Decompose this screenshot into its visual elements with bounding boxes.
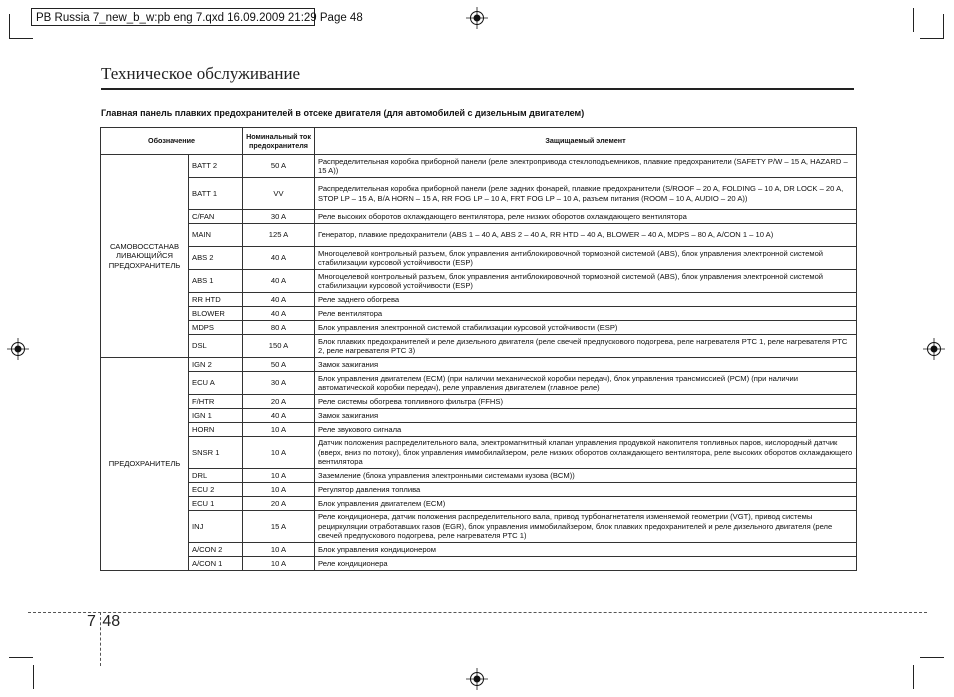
crop-mark-bottom-left-h xyxy=(9,657,33,658)
table-row xyxy=(101,247,857,270)
fuse-description: Реле вентилятора xyxy=(315,307,857,321)
table-row xyxy=(101,497,857,511)
crop-mark-top-right-inner xyxy=(913,8,914,32)
fuse-code: DRL xyxy=(189,469,243,483)
fuse-description: Реле высоких оборотов охлаждающего вентилятора, реле низких оборотов охлаждающего вентилятора xyxy=(315,210,857,224)
fuse-code: ECU A xyxy=(189,372,243,395)
fuse-description: Замок зажигания xyxy=(315,358,857,372)
fuse-rating: 30 A xyxy=(243,210,315,224)
fuse-rating: 10 A xyxy=(243,437,315,469)
table-row xyxy=(101,210,857,224)
table-row xyxy=(101,178,857,210)
table-row xyxy=(101,437,857,469)
table-row xyxy=(101,321,857,335)
fuse-description: Реле кондиционера xyxy=(315,557,857,571)
table-row xyxy=(101,511,857,543)
table-row xyxy=(101,335,857,358)
fuse-rating: 40 A xyxy=(243,307,315,321)
footer-rule xyxy=(28,612,927,613)
fuse-description: Многоцелевой контрольный разъем, блок управления антиблокировочной тормозной системой (ABS), блок управления электронной системой стабилизации курсовой устойчивости (ESP) xyxy=(315,270,857,293)
fuse-code: IGN 2 xyxy=(189,358,243,372)
fuse-code: C/FAN xyxy=(189,210,243,224)
fuse-description: Блок плавких предохранителей и реле дизельного двигателя (реле свечей предпускового подогрева, реле нагревателя PTC 1, реле нагревателя PTC 2, реле нагревателя PTC 3) xyxy=(315,335,857,358)
fuse-description: Регулятор давления топлива xyxy=(315,483,857,497)
registration-mark-left xyxy=(7,338,29,360)
fuse-rating: 10 A xyxy=(243,543,315,557)
table-row xyxy=(101,483,857,497)
table-row xyxy=(101,543,857,557)
table-row xyxy=(101,409,857,423)
table-row xyxy=(101,557,857,571)
fuse-rating: 50 A xyxy=(243,155,315,178)
fuse-code: MDPS xyxy=(189,321,243,335)
crop-mark-bottom-left-v xyxy=(33,665,34,689)
table-row xyxy=(101,224,857,247)
header-protected: Защищаемый элемент xyxy=(315,128,857,155)
registration-mark-right xyxy=(923,338,945,360)
fuse-code: ABS 1 xyxy=(189,270,243,293)
table-row xyxy=(101,372,857,395)
table-row xyxy=(101,395,857,409)
fuse-description: Блок управления кондиционером xyxy=(315,543,857,557)
fuse-code: ECU 2 xyxy=(189,483,243,497)
fuse-description: Заземление (блока управления электронными системами кузова (BCM)) xyxy=(315,469,857,483)
table-row xyxy=(101,469,857,483)
fuse-description: Многоцелевой контрольный разъем, блок управления антиблокировочной тормозной системой (ABS), блок управления электронной системой стабилизации курсовой устойчивости (ESP) xyxy=(315,247,857,270)
fuse-description: Блок управления двигателем (ECM) (при наличии механической коробки передач), блок управления трансмиссией (PCM) (при наличии автоматической коробки передач), реле управления двигателем (главное реле) xyxy=(315,372,857,395)
fuse-rating: 10 A xyxy=(243,557,315,571)
fuse-rating: 20 A xyxy=(243,395,315,409)
fuse-code: DSL xyxy=(189,335,243,358)
header-designation: Обозначение xyxy=(101,128,243,155)
page-number xyxy=(85,613,120,631)
fuse-code: F/HTR xyxy=(189,395,243,409)
crop-mark-top-right-h xyxy=(920,38,944,39)
chapter-number: 7 xyxy=(87,613,96,630)
table-row xyxy=(101,307,857,321)
registration-mark-top xyxy=(466,7,488,29)
printer-slug: PB Russia 7_new_b_w:pb eng 7.qxd 16.09.2009 21:29 Page 48 xyxy=(31,8,315,26)
fuse-table xyxy=(100,127,857,571)
fuse-description: Реле звукового сигнала xyxy=(315,423,857,437)
fuse-description: Распределительная коробка приборной панели (реле задних фонарей, плавкие предохранители (S/ROOF – 20 A, FOLDING – 10 A, DR LOCK – 20 A, STOP LP – 15 A, B/A HORN – 15 A, RR FOG LP – 10 A, FRT FOG LP – 10 A, разъем питания (ROOM – 10 A, AUDIO – 20 A)) xyxy=(315,178,857,210)
fuse-description: Реле кондиционера, датчик положения распределительного вала, привод турбонагнетателя изменяемой геометрии (VGT), привод системы рециркуляции отработавших газов (EGR), блок управления иммобилайзером, блок плавких предохранителей и реле дизельного двигателя (реле свечей предпускового подогрева, реле нагревателя PTC 1) xyxy=(315,511,857,543)
table-row xyxy=(101,270,857,293)
group-fuse: ПРЕДОХРАНИТЕЛЬ xyxy=(101,358,189,571)
fuse-rating: 10 A xyxy=(243,483,315,497)
fuse-code: A/CON 1 xyxy=(189,557,243,571)
table-header-row xyxy=(101,128,857,155)
fuse-description: Реле системы обогрева топливного фильтра (FFHS) xyxy=(315,395,857,409)
fuse-rating: 20 A xyxy=(243,497,315,511)
fuse-code: BLOWER xyxy=(189,307,243,321)
page-number-value: 48 xyxy=(102,613,121,630)
fuse-code: ABS 2 xyxy=(189,247,243,270)
fuse-code: A/CON 2 xyxy=(189,543,243,557)
registration-mark-bottom xyxy=(466,668,488,690)
crop-mark-top-left-v xyxy=(9,14,10,38)
fuse-rating: 10 A xyxy=(243,423,315,437)
fuse-code: BATT 2 xyxy=(189,155,243,178)
fuse-code: INJ xyxy=(189,511,243,543)
fuse-code: BATT 1 xyxy=(189,178,243,210)
fuse-code: RR HTD xyxy=(189,293,243,307)
table-row xyxy=(101,358,857,372)
crop-mark-bottom-right-h xyxy=(920,657,944,658)
crop-mark-top-left-h xyxy=(9,38,33,39)
fuse-rating: 15 A xyxy=(243,511,315,543)
fuse-code: SNSR 1 xyxy=(189,437,243,469)
fuse-description: Блок управления двигателем (ECM) xyxy=(315,497,857,511)
crop-mark-top-right-v xyxy=(943,14,944,38)
fuse-code: IGN 1 xyxy=(189,409,243,423)
table-row xyxy=(101,293,857,307)
fuse-rating: 40 A xyxy=(243,293,315,307)
group-resettable: САМОВОССТАНАВ ЛИВАЮЩИЙСЯ ПРЕДОХРАНИТЕЛЬ xyxy=(101,155,189,358)
fuse-description: Датчик положения распределительного вала, электромагнитный клапан управления продувкой накопителя топливных паров, кислородный датчик (вверх, вниз по потоку), блок управления иммобилайзером, реле низких оборотов охлаждающего вентилятора, реле высоких оборотов охлаждающего вентилятора xyxy=(315,437,857,469)
fuse-rating: 80 A xyxy=(243,321,315,335)
fuse-description: Распределительная коробка приборной панели (реле электропривода стеклоподъемников, плавкие предохранители (SAFETY P/W – 15 A, HAZARD – 15 A)) xyxy=(315,155,857,178)
fuse-code: ECU 1 xyxy=(189,497,243,511)
fuse-description: Замок зажигания xyxy=(315,409,857,423)
fuse-rating: 50 A xyxy=(243,358,315,372)
fuse-description: Реле заднего обогрева xyxy=(315,293,857,307)
fuse-description: Блок управления электронной системой стабилизации курсовой устойчивости (ESP) xyxy=(315,321,857,335)
fuse-code: HORN xyxy=(189,423,243,437)
fuse-rating: 150 A xyxy=(243,335,315,358)
title-rule xyxy=(101,88,854,90)
header-rating: Номинальный ток предохранителя xyxy=(243,128,315,155)
fuse-rating: 125 A xyxy=(243,224,315,247)
fuse-rating: 40 A xyxy=(243,270,315,293)
fuse-description: Генератор, плавкие предохранители (ABS 1 – 40 A, ABS 2 – 40 A, RR HTD – 40 A, BLOWER – 40 A, MDPS – 80 A, A/CON 1 – 10 A) xyxy=(315,224,857,247)
fuse-rating: 30 A xyxy=(243,372,315,395)
crop-mark-bottom-right-v xyxy=(913,665,914,689)
table-caption: Главная панель плавких предохранителей в отсеке двигателя (для автомобилей с дизельным двигателем) xyxy=(101,108,585,118)
table-row xyxy=(101,155,857,178)
fuse-rating: 40 A xyxy=(243,247,315,270)
fuse-code: MAIN xyxy=(189,224,243,247)
fuse-rating: 40 A xyxy=(243,409,315,423)
table-row xyxy=(101,423,857,437)
section-title: Техническое обслуживание xyxy=(101,64,301,83)
fuse-rating: VV xyxy=(243,178,315,210)
fuse-rating: 10 A xyxy=(243,469,315,483)
